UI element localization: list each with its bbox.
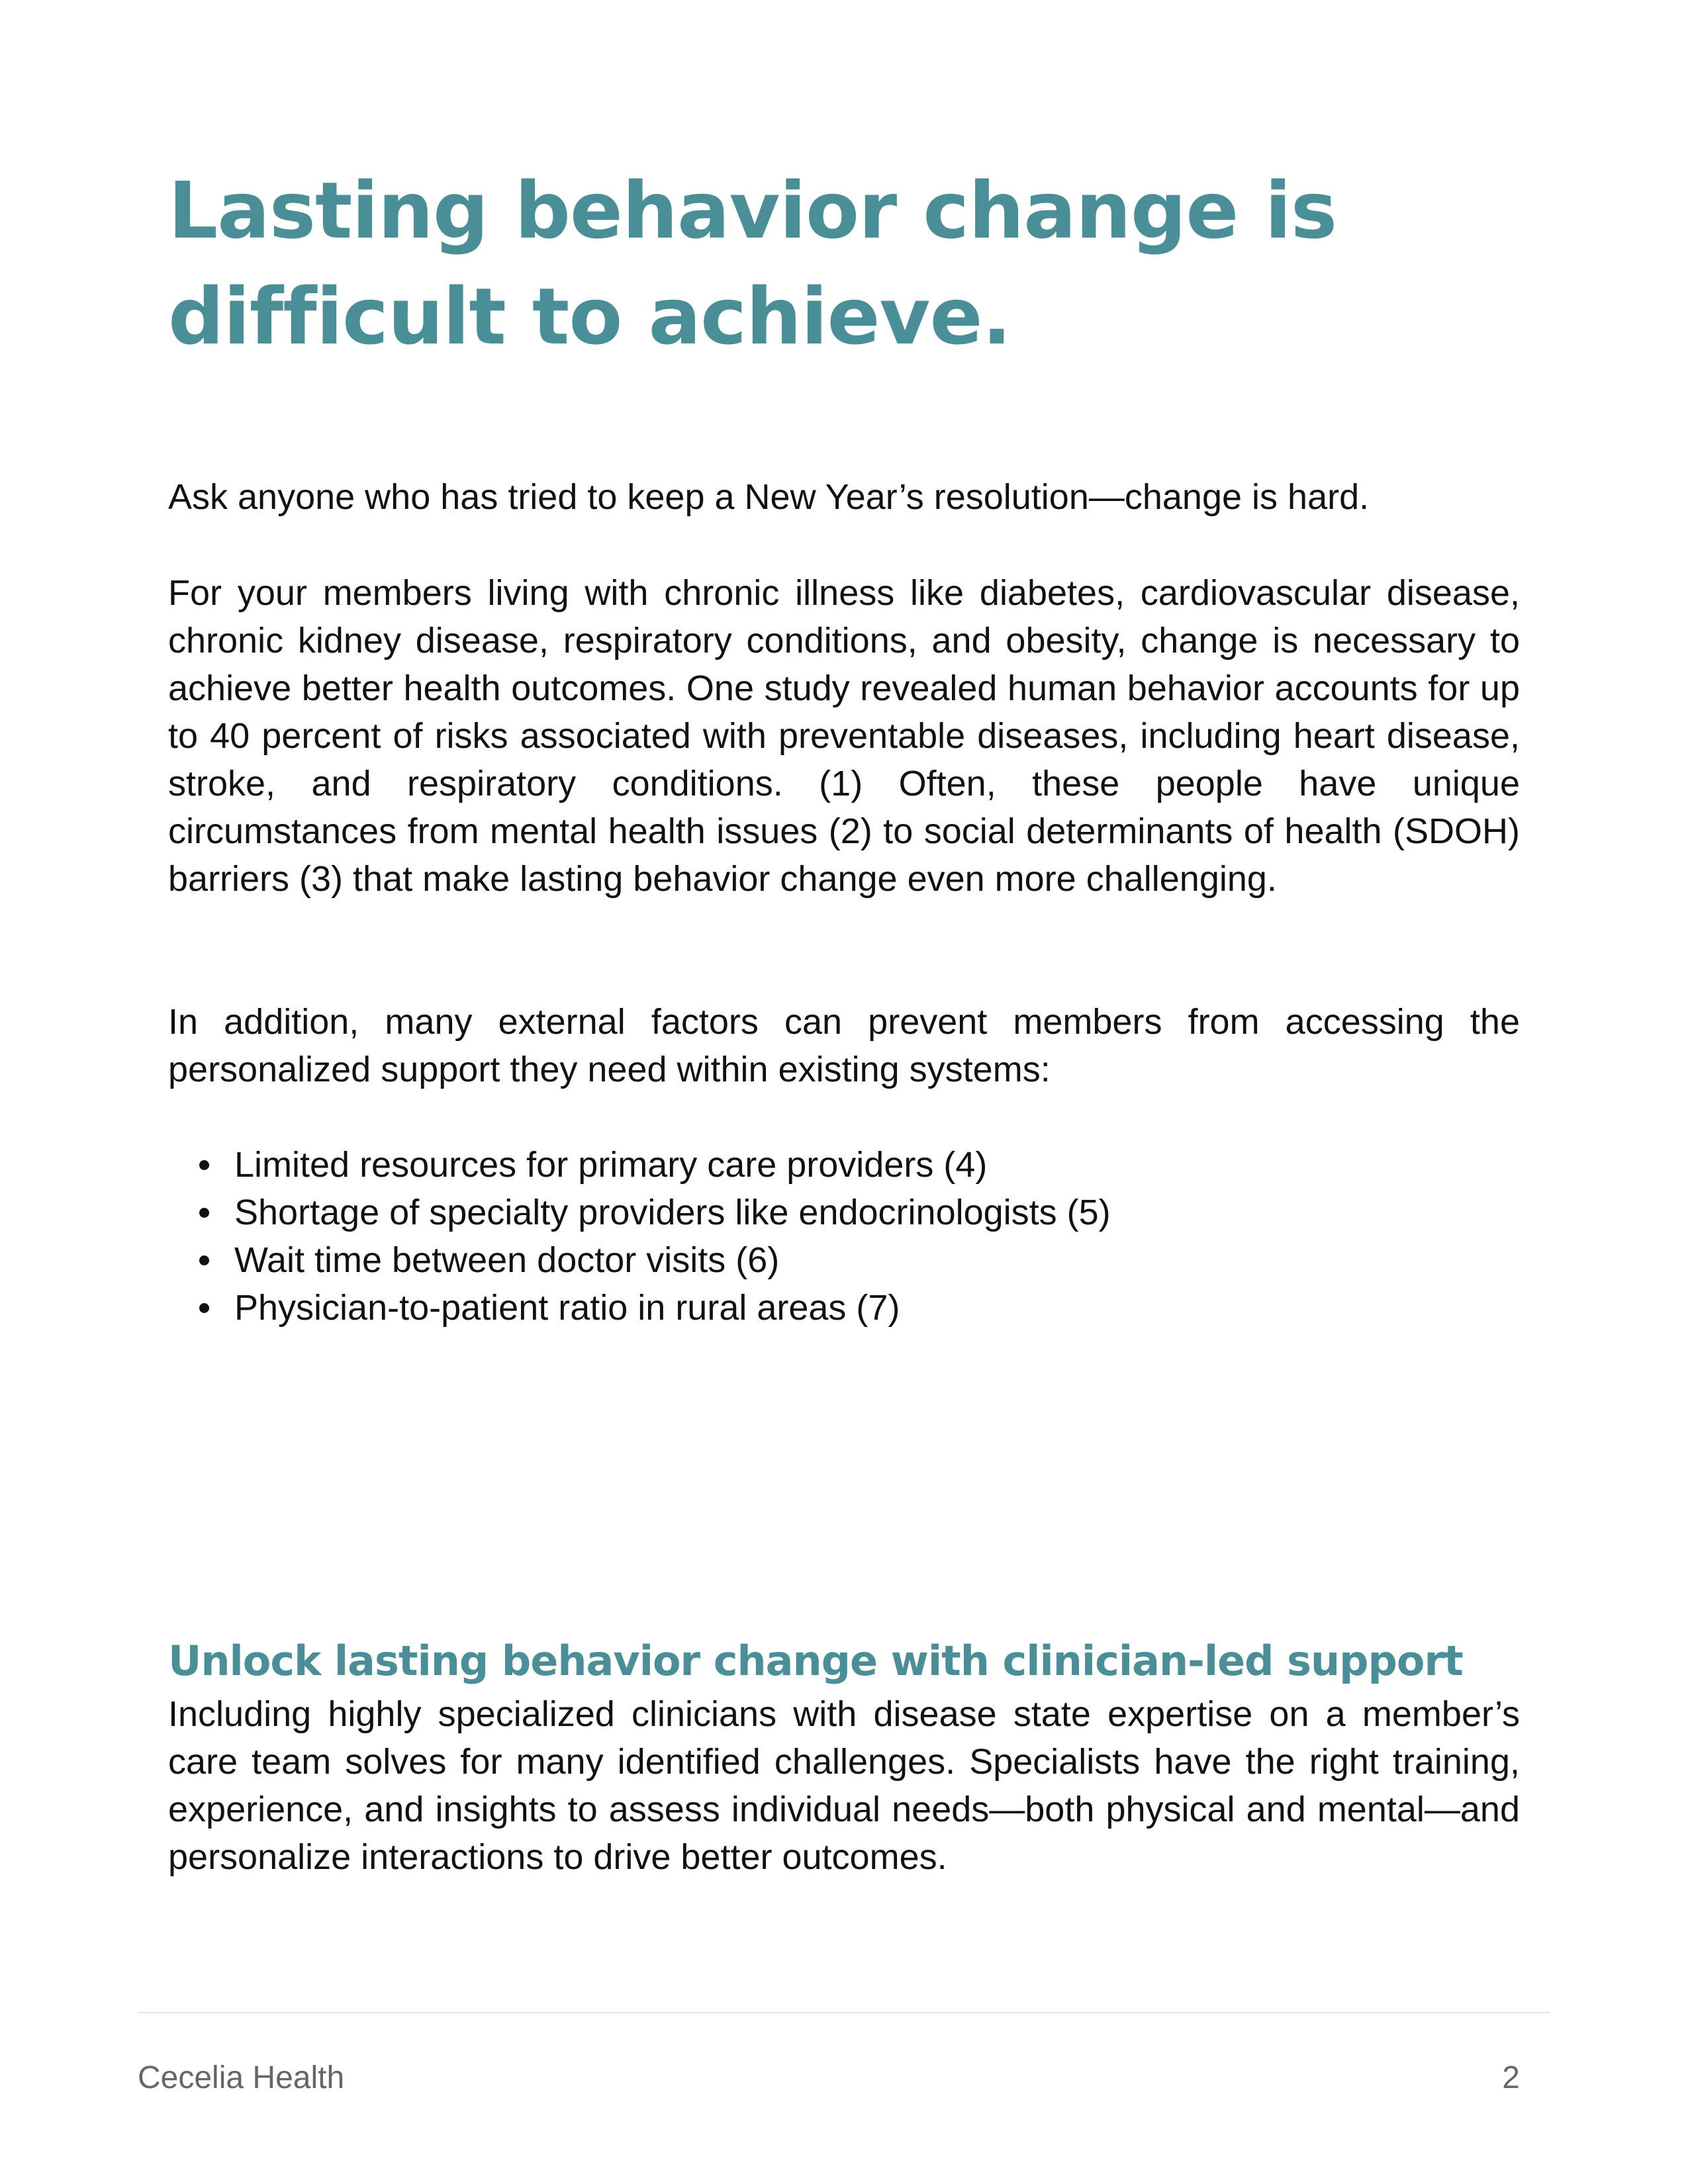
bullet-icon (199, 1208, 209, 1218)
page-number: 2 (1502, 2060, 1520, 2095)
list-item (234, 1236, 1111, 1284)
barrier-list (168, 1141, 1111, 1332)
list-item (234, 1284, 1111, 1332)
list-item-text: Limited resources for primary care providers (4) (234, 1145, 988, 1185)
list-item-text: Shortage of specialty providers like endocrinologists (5) (234, 1193, 1111, 1232)
body-paragraph-3: Including highly specialized clinicians with disease state expertise on a member’s care team solves for many identified challenges. Specialists have the right training, experience, and insights to assess individual needs—both physical and mental—and personalize interactions to drive better outcomes. (168, 1694, 1520, 1877)
bullet-icon (199, 1303, 209, 1313)
footer-divider (138, 2012, 1550, 2013)
list-item-text: Wait time between doctor visits (6) (234, 1240, 780, 1280)
intro-paragraph: Ask anyone who has tried to keep a New Year’s resolution—change is hard. (168, 477, 1370, 517)
list-item (234, 1141, 1111, 1189)
page-title: Lasting behavior change is difficult to achieve. (168, 165, 1337, 362)
list-item-text: Physician-to-patient ratio in rural areas (7) (234, 1288, 900, 1328)
page-content (168, 158, 1520, 1877)
bullet-icon (199, 1255, 209, 1265)
body-paragraph-1: For your members living with chronic illness like diabetes, cardiovascular disease, chronic kidney disease, respiratory conditions, and obesity, change is necessary to achieve better health outcomes. One study revealed human behavior accounts for up to 40 percent of risks associated with preventable diseases, including heart disease, stroke, and respiratory conditions. (1) Often, these people have unique circumstances from mental health issues (2) to social determinants of health (SDOH) barriers (3) that make lasting behavior change even more challenging. (168, 573, 1520, 899)
footer-brand: Cecelia Health (138, 2060, 345, 2095)
section-subheading: Unlock lasting behavior change with clinician-led support (168, 1637, 1463, 1685)
list-item (234, 1189, 1111, 1236)
body-paragraph-2: In addition, many external factors can prevent members from accessing the personalized support they need within existing systems: (168, 1002, 1520, 1089)
bullet-icon (199, 1160, 209, 1170)
